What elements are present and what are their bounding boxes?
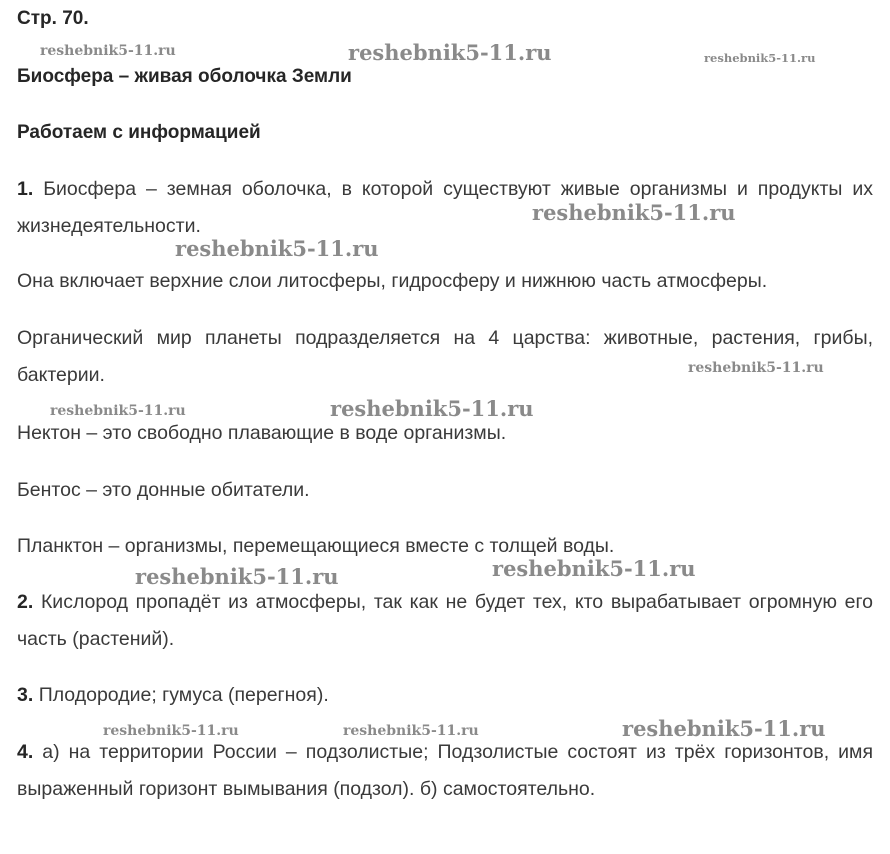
watermark: reshebnik5-11.ru (704, 51, 816, 65)
answer-2-paragraph (17, 584, 873, 658)
answer-1-paragraph-3: Органический мир планеты подразделяется на 4 царства: животные, растения, грибы, бактерии. (17, 327, 873, 386)
answer-2-text: Кислород пропадёт из атмосферы, так как не будет тех, кто вырабатывает огромную его часть (растений). (17, 591, 873, 650)
watermark: reshebnik5-11.ru (348, 40, 552, 65)
watermark: reshebnik5-11.ru (50, 403, 186, 419)
answer-3-number: 3. (17, 684, 34, 706)
watermark: reshebnik5-11.ru (622, 716, 826, 741)
watermark: reshebnik5-11.ru (688, 360, 824, 376)
watermark: reshebnik5-11.ru (532, 200, 736, 225)
answer-4-paragraph (17, 734, 873, 808)
answer-1-paragraph-4: Нектон – это свободно плавающие в воде организмы. (17, 422, 507, 444)
watermark: reshebnik5-11.ru (330, 396, 534, 421)
watermark: reshebnik5-11.ru (343, 723, 479, 739)
document-title: Биосфера – живая оболочка Земли (17, 66, 352, 87)
page-label: Стр. 70. (17, 8, 89, 29)
section-heading: Работаем с информацией (17, 122, 261, 143)
answer-1-text: Биосфера – земная оболочка, в которой существуют живые организмы и продукты их жизнедеятельности. (17, 178, 873, 237)
answer-1-paragraph-6: Планктон – организмы, перемещающиеся вместе с толщей воды. (17, 535, 615, 557)
answer-4-number: 4. (17, 741, 34, 763)
watermark: reshebnik5-11.ru (492, 556, 696, 581)
watermark: reshebnik5-11.ru (175, 236, 379, 261)
answer-1-paragraph-2: Она включает верхние слои литосферы, гидросферу и нижнюю часть атмосферы. (17, 270, 768, 292)
answer-4-text: а) на территории России – подзолистые; Подзолистые состоят из трёх горизонтов, имя выраженный горизонт вымывания (подзол). б) самостоятельно. (17, 741, 874, 800)
watermark: reshebnik5-11.ru (103, 723, 239, 739)
watermark: reshebnik5-11.ru (135, 564, 339, 589)
answer-1-number: 1. (17, 178, 34, 200)
answer-1-paragraph (17, 171, 873, 245)
answer-2-number: 2. (17, 591, 34, 613)
answer-1-paragraph-5: Бентос – это донные обитатели. (17, 479, 310, 501)
watermark: reshebnik5-11.ru (40, 43, 176, 59)
answer-3-paragraph (17, 677, 873, 714)
answer-3-text: Плодородие; гумуса (перегноя). (38, 684, 329, 706)
